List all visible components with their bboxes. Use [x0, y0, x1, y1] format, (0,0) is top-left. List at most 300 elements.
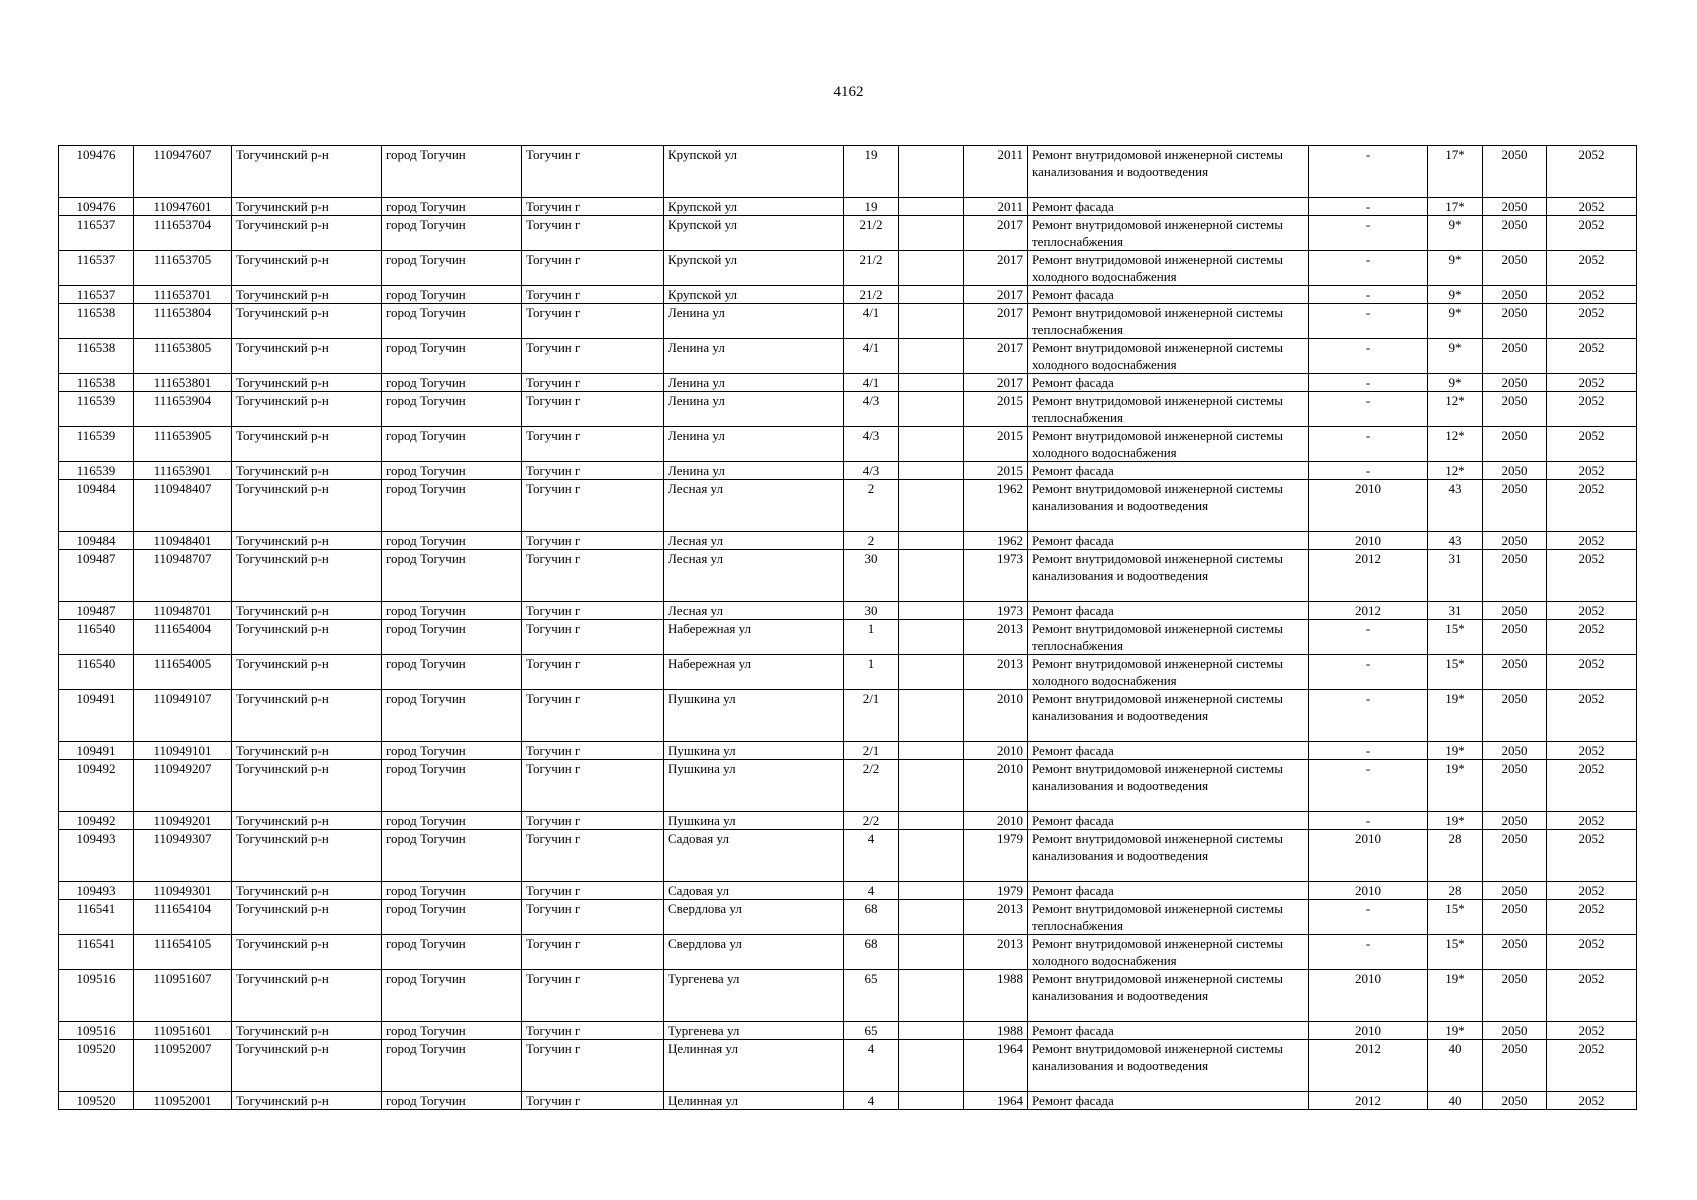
work-code-cell: 111654105	[134, 935, 232, 970]
year-built-cell: 2017	[964, 304, 1028, 339]
record-id-cell: 109520	[59, 1092, 134, 1110]
building-cell	[899, 216, 964, 251]
page-number: 4162	[833, 84, 864, 100]
year-built-cell: 1988	[964, 970, 1028, 1022]
municipality-cell: город Тогучин	[382, 1022, 522, 1040]
record-id-cell: 109484	[59, 480, 134, 532]
district-cell: Тогучинский р-н	[232, 304, 382, 339]
record-id-cell: 116538	[59, 304, 134, 339]
work-type-cell: Ремонт внутридомовой инженерной системы теплоснабжения	[1028, 216, 1309, 251]
house-number-cell: 2/2	[844, 760, 899, 812]
street-cell: Лесная ул	[664, 550, 844, 602]
record-id-cell: 109493	[59, 882, 134, 900]
house-number-cell: 2/1	[844, 690, 899, 742]
last-repair-year-cell: 2010	[1309, 830, 1428, 882]
street-cell: Лесная ул	[664, 532, 844, 550]
start-year-cell: 2050	[1483, 882, 1547, 900]
building-cell	[899, 480, 964, 532]
house-number-cell: 19	[844, 146, 899, 198]
street-cell: Пушкина ул	[664, 690, 844, 742]
work-code-cell: 111653704	[134, 216, 232, 251]
house-number-cell: 30	[844, 550, 899, 602]
municipality-cell: город Тогучин	[382, 550, 522, 602]
house-number-cell: 1	[844, 655, 899, 690]
street-cell: Крупской ул	[664, 216, 844, 251]
start-year-cell: 2050	[1483, 198, 1547, 216]
work-type-cell: Ремонт внутридомовой инженерной системы холодного водоснабжения	[1028, 427, 1309, 462]
district-cell: Тогучинский р-н	[232, 900, 382, 935]
district-cell: Тогучинский р-н	[232, 620, 382, 655]
record-id-cell: 109516	[59, 970, 134, 1022]
record-id-cell: 116537	[59, 251, 134, 286]
start-year-cell: 2050	[1483, 900, 1547, 935]
end-year-cell: 2052	[1547, 935, 1637, 970]
work-type-cell: Ремонт внутридомовой инженерной системы канализования и водоотведения	[1028, 690, 1309, 742]
table-row	[59, 970, 1637, 1022]
last-repair-year-cell: -	[1309, 812, 1428, 830]
end-year-cell: 2052	[1547, 830, 1637, 882]
work-code-cell: 110949107	[134, 690, 232, 742]
work-type-cell: Ремонт внутридомовой инженерной системы канализования и водоотведения	[1028, 550, 1309, 602]
locality-cell: Тогучин г	[522, 480, 664, 532]
start-year-cell: 2050	[1483, 1092, 1547, 1110]
table-row	[59, 286, 1637, 304]
record-id-cell: 116539	[59, 427, 134, 462]
locality-cell: Тогучин г	[522, 970, 664, 1022]
last-repair-year-cell: -	[1309, 900, 1428, 935]
record-id-cell: 109476	[59, 198, 134, 216]
table-row	[59, 427, 1637, 462]
house-number-cell: 30	[844, 602, 899, 620]
work-code-cell: 111654004	[134, 620, 232, 655]
start-year-cell: 2050	[1483, 602, 1547, 620]
municipality-cell: город Тогучин	[382, 532, 522, 550]
end-year-cell: 2052	[1547, 1040, 1637, 1092]
house-number-cell: 68	[844, 900, 899, 935]
last-repair-year-cell: -	[1309, 620, 1428, 655]
year-built-cell: 2017	[964, 286, 1028, 304]
year-built-cell: 2013	[964, 655, 1028, 690]
district-cell: Тогучинский р-н	[232, 216, 382, 251]
table-row	[59, 620, 1637, 655]
municipality-cell: город Тогучин	[382, 392, 522, 427]
record-id-cell: 109492	[59, 760, 134, 812]
building-cell	[899, 760, 964, 812]
value-cell: 9*	[1428, 286, 1483, 304]
year-built-cell: 1973	[964, 602, 1028, 620]
municipality-cell: город Тогучин	[382, 935, 522, 970]
house-number-cell: 2	[844, 480, 899, 532]
locality-cell: Тогучин г	[522, 1022, 664, 1040]
end-year-cell: 2052	[1547, 900, 1637, 935]
table-row	[59, 1040, 1637, 1092]
work-type-cell: Ремонт внутридомовой инженерной системы канализования и водоотведения	[1028, 480, 1309, 532]
locality-cell: Тогучин г	[522, 882, 664, 900]
municipality-cell: город Тогучин	[382, 374, 522, 392]
locality-cell: Тогучин г	[522, 602, 664, 620]
building-cell	[899, 655, 964, 690]
end-year-cell: 2052	[1547, 198, 1637, 216]
last-repair-year-cell: -	[1309, 742, 1428, 760]
year-built-cell: 1973	[964, 550, 1028, 602]
end-year-cell: 2052	[1547, 374, 1637, 392]
work-type-cell: Ремонт внутридомовой инженерной системы теплоснабжения	[1028, 900, 1309, 935]
work-type-cell: Ремонт фасада	[1028, 882, 1309, 900]
work-type-cell: Ремонт внутридомовой инженерной системы холодного водоснабжения	[1028, 251, 1309, 286]
start-year-cell: 2050	[1483, 655, 1547, 690]
municipality-cell: город Тогучин	[382, 830, 522, 882]
last-repair-year-cell: -	[1309, 216, 1428, 251]
house-number-cell: 4/1	[844, 339, 899, 374]
building-cell	[899, 392, 964, 427]
house-number-cell: 4/1	[844, 304, 899, 339]
record-id-cell: 109491	[59, 690, 134, 742]
building-cell	[899, 339, 964, 374]
house-number-cell: 4	[844, 830, 899, 882]
repair-schedule-table	[58, 145, 1637, 1110]
locality-cell: Тогучин г	[522, 830, 664, 882]
building-cell	[899, 742, 964, 760]
district-cell: Тогучинский р-н	[232, 602, 382, 620]
building-cell	[899, 532, 964, 550]
value-cell: 40	[1428, 1092, 1483, 1110]
table-row	[59, 900, 1637, 935]
house-number-cell: 68	[844, 935, 899, 970]
end-year-cell: 2052	[1547, 286, 1637, 304]
district-cell: Тогучинский р-н	[232, 532, 382, 550]
year-built-cell: 2015	[964, 427, 1028, 462]
building-cell	[899, 602, 964, 620]
municipality-cell: город Тогучин	[382, 690, 522, 742]
end-year-cell: 2052	[1547, 532, 1637, 550]
last-repair-year-cell: 2010	[1309, 882, 1428, 900]
value-cell: 12*	[1428, 427, 1483, 462]
record-id-cell: 109487	[59, 550, 134, 602]
locality-cell: Тогучин г	[522, 427, 664, 462]
start-year-cell: 2050	[1483, 532, 1547, 550]
locality-cell: Тогучин г	[522, 146, 664, 198]
start-year-cell: 2050	[1483, 760, 1547, 812]
locality-cell: Тогучин г	[522, 935, 664, 970]
table-row	[59, 882, 1637, 900]
house-number-cell: 21/2	[844, 216, 899, 251]
locality-cell: Тогучин г	[522, 900, 664, 935]
end-year-cell: 2052	[1547, 146, 1637, 198]
end-year-cell: 2052	[1547, 427, 1637, 462]
table-row	[59, 251, 1637, 286]
work-type-cell: Ремонт фасада	[1028, 198, 1309, 216]
municipality-cell: город Тогучин	[382, 462, 522, 480]
value-cell: 17*	[1428, 198, 1483, 216]
end-year-cell: 2052	[1547, 480, 1637, 532]
year-built-cell: 2017	[964, 374, 1028, 392]
municipality-cell: город Тогучин	[382, 286, 522, 304]
work-type-cell: Ремонт фасада	[1028, 812, 1309, 830]
district-cell: Тогучинский р-н	[232, 970, 382, 1022]
street-cell: Ленина ул	[664, 462, 844, 480]
municipality-cell: город Тогучин	[382, 882, 522, 900]
district-cell: Тогучинский р-н	[232, 690, 382, 742]
year-built-cell: 1979	[964, 830, 1028, 882]
house-number-cell: 4/1	[844, 374, 899, 392]
value-cell: 19*	[1428, 1022, 1483, 1040]
locality-cell: Тогучин г	[522, 1040, 664, 1092]
work-type-cell: Ремонт внутридомовой инженерной системы канализования и водоотведения	[1028, 760, 1309, 812]
municipality-cell: город Тогучин	[382, 1092, 522, 1110]
value-cell: 15*	[1428, 620, 1483, 655]
value-cell: 43	[1428, 480, 1483, 532]
record-id-cell: 116537	[59, 216, 134, 251]
street-cell: Ленина ул	[664, 427, 844, 462]
street-cell: Ленина ул	[664, 339, 844, 374]
value-cell: 15*	[1428, 935, 1483, 970]
last-repair-year-cell: -	[1309, 392, 1428, 427]
locality-cell: Тогучин г	[522, 251, 664, 286]
table-row	[59, 216, 1637, 251]
building-cell	[899, 427, 964, 462]
table-row	[59, 602, 1637, 620]
work-type-cell: Ремонт фасада	[1028, 374, 1309, 392]
building-cell	[899, 830, 964, 882]
work-code-cell: 110948701	[134, 602, 232, 620]
district-cell: Тогучинский р-н	[232, 655, 382, 690]
record-id-cell: 116541	[59, 900, 134, 935]
district-cell: Тогучинский р-н	[232, 812, 382, 830]
table-row	[59, 392, 1637, 427]
last-repair-year-cell: 2010	[1309, 1022, 1428, 1040]
building-cell	[899, 620, 964, 655]
table-row	[59, 812, 1637, 830]
house-number-cell: 21/2	[844, 286, 899, 304]
work-type-cell: Ремонт внутридомовой инженерной системы холодного водоснабжения	[1028, 339, 1309, 374]
municipality-cell: город Тогучин	[382, 251, 522, 286]
work-code-cell: 110947607	[134, 146, 232, 198]
last-repair-year-cell: -	[1309, 935, 1428, 970]
start-year-cell: 2050	[1483, 286, 1547, 304]
locality-cell: Тогучин г	[522, 742, 664, 760]
end-year-cell: 2052	[1547, 251, 1637, 286]
start-year-cell: 2050	[1483, 339, 1547, 374]
district-cell: Тогучинский р-н	[232, 760, 382, 812]
year-built-cell: 1962	[964, 480, 1028, 532]
street-cell: Лесная ул	[664, 480, 844, 532]
municipality-cell: город Тогучин	[382, 655, 522, 690]
record-id-cell: 116538	[59, 374, 134, 392]
municipality-cell: город Тогучин	[382, 812, 522, 830]
last-repair-year-cell: 2010	[1309, 532, 1428, 550]
street-cell: Садовая ул	[664, 830, 844, 882]
house-number-cell: 4/3	[844, 427, 899, 462]
work-code-cell: 111653805	[134, 339, 232, 374]
start-year-cell: 2050	[1483, 1022, 1547, 1040]
street-cell: Ленина ул	[664, 392, 844, 427]
value-cell: 15*	[1428, 655, 1483, 690]
work-code-cell: 110949101	[134, 742, 232, 760]
work-code-cell: 110951601	[134, 1022, 232, 1040]
district-cell: Тогучинский р-н	[232, 339, 382, 374]
year-built-cell: 1988	[964, 1022, 1028, 1040]
value-cell: 17*	[1428, 146, 1483, 198]
work-type-cell: Ремонт фасада	[1028, 602, 1309, 620]
house-number-cell: 4	[844, 882, 899, 900]
work-code-cell: 110948707	[134, 550, 232, 602]
district-cell: Тогучинский р-н	[232, 742, 382, 760]
start-year-cell: 2050	[1483, 251, 1547, 286]
municipality-cell: город Тогучин	[382, 480, 522, 532]
district-cell: Тогучинский р-н	[232, 480, 382, 532]
work-type-cell: Ремонт внутридомовой инженерной системы холодного водоснабжения	[1028, 935, 1309, 970]
value-cell: 9*	[1428, 304, 1483, 339]
record-id-cell: 116541	[59, 935, 134, 970]
last-repair-year-cell: 2010	[1309, 970, 1428, 1022]
district-cell: Тогучинский р-н	[232, 1040, 382, 1092]
locality-cell: Тогучин г	[522, 374, 664, 392]
locality-cell: Тогучин г	[522, 760, 664, 812]
work-code-cell: 110952007	[134, 1040, 232, 1092]
record-id-cell: 116537	[59, 286, 134, 304]
start-year-cell: 2050	[1483, 462, 1547, 480]
street-cell: Пушкина ул	[664, 812, 844, 830]
last-repair-year-cell: -	[1309, 146, 1428, 198]
last-repair-year-cell: -	[1309, 655, 1428, 690]
value-cell: 40	[1428, 1040, 1483, 1092]
building-cell	[899, 146, 964, 198]
house-number-cell: 2	[844, 532, 899, 550]
year-built-cell: 1979	[964, 882, 1028, 900]
start-year-cell: 2050	[1483, 146, 1547, 198]
building-cell	[899, 462, 964, 480]
district-cell: Тогучинский р-н	[232, 251, 382, 286]
municipality-cell: город Тогучин	[382, 1040, 522, 1092]
locality-cell: Тогучин г	[522, 198, 664, 216]
municipality-cell: город Тогучин	[382, 216, 522, 251]
year-built-cell: 2013	[964, 900, 1028, 935]
last-repair-year-cell: -	[1309, 427, 1428, 462]
table-row	[59, 339, 1637, 374]
house-number-cell: 65	[844, 1022, 899, 1040]
building-cell	[899, 970, 964, 1022]
work-type-cell: Ремонт фасада	[1028, 462, 1309, 480]
last-repair-year-cell: -	[1309, 198, 1428, 216]
work-type-cell: Ремонт фасада	[1028, 742, 1309, 760]
locality-cell: Тогучин г	[522, 304, 664, 339]
year-built-cell: 2015	[964, 392, 1028, 427]
street-cell: Набережная ул	[664, 620, 844, 655]
end-year-cell: 2052	[1547, 462, 1637, 480]
district-cell: Тогучинский р-н	[232, 935, 382, 970]
building-cell	[899, 374, 964, 392]
year-built-cell: 2017	[964, 216, 1028, 251]
district-cell: Тогучинский р-н	[232, 146, 382, 198]
year-built-cell: 2010	[964, 742, 1028, 760]
locality-cell: Тогучин г	[522, 462, 664, 480]
work-code-cell: 110951607	[134, 970, 232, 1022]
end-year-cell: 2052	[1547, 812, 1637, 830]
building-cell	[899, 550, 964, 602]
building-cell	[899, 286, 964, 304]
work-code-cell: 111653701	[134, 286, 232, 304]
municipality-cell: город Тогучин	[382, 304, 522, 339]
table-row	[59, 198, 1637, 216]
end-year-cell: 2052	[1547, 1022, 1637, 1040]
last-repair-year-cell: 2012	[1309, 1092, 1428, 1110]
work-code-cell: 111653901	[134, 462, 232, 480]
work-type-cell: Ремонт внутридомовой инженерной системы канализования и водоотведения	[1028, 830, 1309, 882]
table-row	[59, 462, 1637, 480]
house-number-cell: 4/3	[844, 462, 899, 480]
work-code-cell: 110947601	[134, 198, 232, 216]
house-number-cell: 19	[844, 198, 899, 216]
work-type-cell: Ремонт внутридомовой инженерной системы теплоснабжения	[1028, 620, 1309, 655]
year-built-cell: 2010	[964, 812, 1028, 830]
street-cell: Крупской ул	[664, 198, 844, 216]
house-number-cell: 1	[844, 620, 899, 655]
start-year-cell: 2050	[1483, 742, 1547, 760]
start-year-cell: 2050	[1483, 830, 1547, 882]
municipality-cell: город Тогучин	[382, 970, 522, 1022]
value-cell: 9*	[1428, 216, 1483, 251]
value-cell: 31	[1428, 550, 1483, 602]
work-code-cell: 110948407	[134, 480, 232, 532]
work-code-cell: 110948401	[134, 532, 232, 550]
table-row	[59, 374, 1637, 392]
table-row	[59, 655, 1637, 690]
building-cell	[899, 1092, 964, 1110]
value-cell: 19*	[1428, 760, 1483, 812]
district-cell: Тогучинский р-н	[232, 427, 382, 462]
end-year-cell: 2052	[1547, 602, 1637, 620]
record-id-cell: 116540	[59, 655, 134, 690]
municipality-cell: город Тогучин	[382, 602, 522, 620]
value-cell: 19*	[1428, 970, 1483, 1022]
district-cell: Тогучинский р-н	[232, 550, 382, 602]
year-built-cell: 2011	[964, 198, 1028, 216]
work-type-cell: Ремонт внутридомовой инженерной системы теплоснабжения	[1028, 304, 1309, 339]
last-repair-year-cell: 2012	[1309, 1040, 1428, 1092]
end-year-cell: 2052	[1547, 742, 1637, 760]
work-type-cell: Ремонт внутридомовой инженерной системы теплоснабжения	[1028, 392, 1309, 427]
record-id-cell: 109493	[59, 830, 134, 882]
district-cell: Тогучинский р-н	[232, 1092, 382, 1110]
year-built-cell: 2010	[964, 690, 1028, 742]
municipality-cell: город Тогучин	[382, 198, 522, 216]
start-year-cell: 2050	[1483, 620, 1547, 655]
street-cell: Ленина ул	[664, 374, 844, 392]
building-cell	[899, 690, 964, 742]
end-year-cell: 2052	[1547, 339, 1637, 374]
end-year-cell: 2052	[1547, 304, 1637, 339]
value-cell: 19*	[1428, 690, 1483, 742]
building-cell	[899, 812, 964, 830]
street-cell: Ленина ул	[664, 304, 844, 339]
building-cell	[899, 198, 964, 216]
locality-cell: Тогучин г	[522, 286, 664, 304]
locality-cell: Тогучин г	[522, 655, 664, 690]
table-row	[59, 935, 1637, 970]
record-id-cell: 109520	[59, 1040, 134, 1092]
record-id-cell: 116539	[59, 462, 134, 480]
record-id-cell: 109487	[59, 602, 134, 620]
table-body	[59, 146, 1637, 1110]
work-code-cell: 110952001	[134, 1092, 232, 1110]
start-year-cell: 2050	[1483, 374, 1547, 392]
year-built-cell: 2017	[964, 251, 1028, 286]
house-number-cell: 4	[844, 1040, 899, 1092]
house-number-cell: 65	[844, 970, 899, 1022]
year-built-cell: 2011	[964, 146, 1028, 198]
street-cell: Свердлова ул	[664, 900, 844, 935]
record-id-cell: 109492	[59, 812, 134, 830]
